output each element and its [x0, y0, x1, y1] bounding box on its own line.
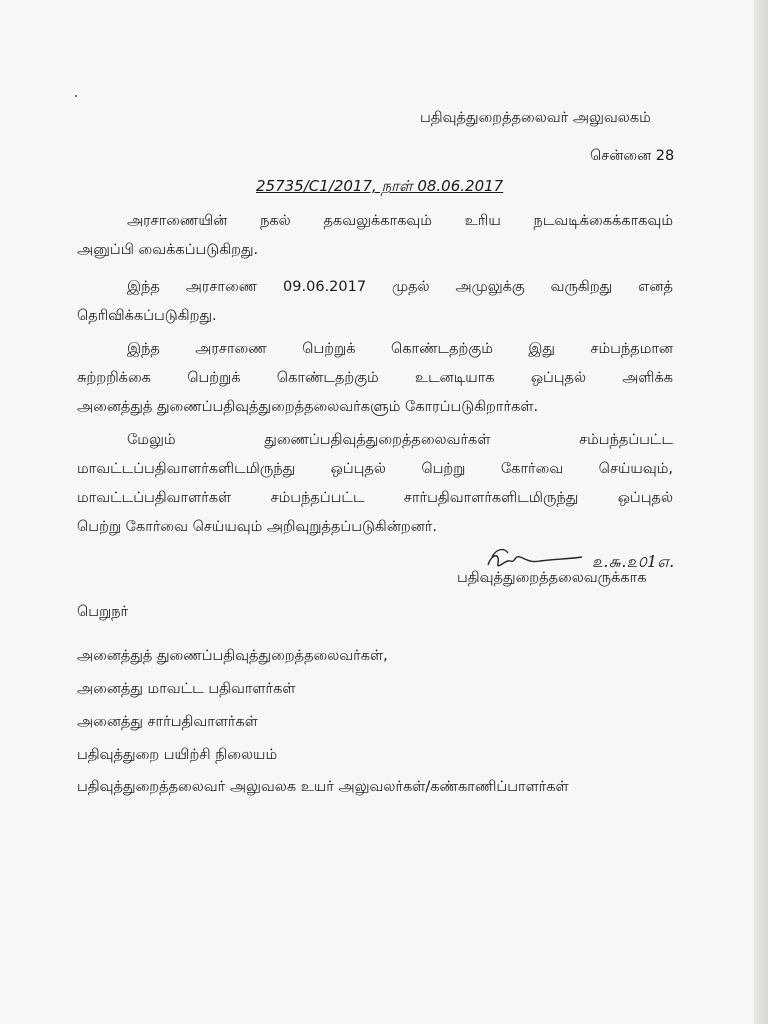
- paragraph-line: இந்த அரசாணை பெற்றுக் கொண்டதற்கும் இது சம்பந்தமான: [127, 341, 673, 357]
- paragraph-4: [77, 426, 673, 542]
- paragraph-line: அனுப்பி வைக்கப்படுகிறது.: [77, 242, 259, 258]
- reference-number: 25735/C1/2017, நாள் 08.06.2017: [256, 177, 504, 195]
- recipient-item: பதிவுத்துறைத்தலைவர் அலுவலக உயர் அலுவலர்கள்/கண்காணிப்பாளர்கள்: [77, 779, 569, 795]
- paragraph-line: இந்த அரசாணை 09.06.2017 முதல் அமுலுக்கு வருகிறது எனத்: [127, 279, 673, 295]
- office-name: பதிவுத்துறைத்தலைவர் அலுவலகம்: [420, 110, 651, 126]
- svg-text:௨.௬.௨௦1௭.: ௨.௬.௨௦1௭.: [592, 552, 675, 571]
- recipient-item: அனைத்துத் துணைப்பதிவுத்துறைத்தலைவர்கள்,: [77, 648, 388, 664]
- paragraph-line: பெற்று கோர்வை செய்யவும் அறிவுறுத்தப்படுகின்றனர்.: [77, 519, 437, 535]
- paragraph-line: மேலும் துணைப்பதிவுத்துறைத்தலைவர்கள் சம்பந்தப்பட்ட: [127, 432, 673, 448]
- paragraph-3: [77, 335, 673, 422]
- scan-edge-shadow: [754, 0, 768, 1024]
- paragraph-line: தெரிவிக்கப்படுகிறது.: [77, 308, 217, 324]
- paragraph-line: சுற்றறிக்கை பெற்றுக் கொண்டதற்கும் உடனடியாக ஒப்புதல் அளிக்க: [77, 370, 673, 386]
- recipients-heading: பெறுநர்: [77, 604, 129, 620]
- paragraph-line: மாவட்டப்பதிவாளர்கள் சம்பந்தப்பட்ட சார்பதிவாளர்களிடமிருந்து ஒப்புதல்: [77, 490, 673, 506]
- recipient-item: அனைத்து மாவட்ட பதிவாளர்கள்: [77, 681, 296, 697]
- paragraph-line: மாவட்டப்பதிவாளர்களிடமிருந்து ஒப்புதல் பெற்று கோர்வை செய்யவும்,: [77, 461, 673, 477]
- office-city: சென்னை 28: [590, 148, 675, 164]
- paragraph-2: [77, 273, 673, 331]
- recipient-item: பதிவுத்துறை பயிற்சி நிலையம்: [77, 747, 278, 763]
- signoff-designation: பதிவுத்துறைத்தலைவருக்காக: [457, 570, 647, 586]
- paragraph-line: அரசாணையின் நகல் தகவலுக்காகவும் உரிய நடவடிக்கைக்காகவும்: [127, 213, 673, 229]
- paragraph-1: [77, 207, 673, 265]
- scan-speck: [75, 95, 77, 97]
- recipient-item: அனைத்து சார்பதிவாளர்கள்: [77, 714, 258, 730]
- paragraph-line: அனைத்துத் துணைப்பதிவுத்துறைத்தலைவர்களும் கோரப்படுகிறார்கள்.: [77, 399, 539, 415]
